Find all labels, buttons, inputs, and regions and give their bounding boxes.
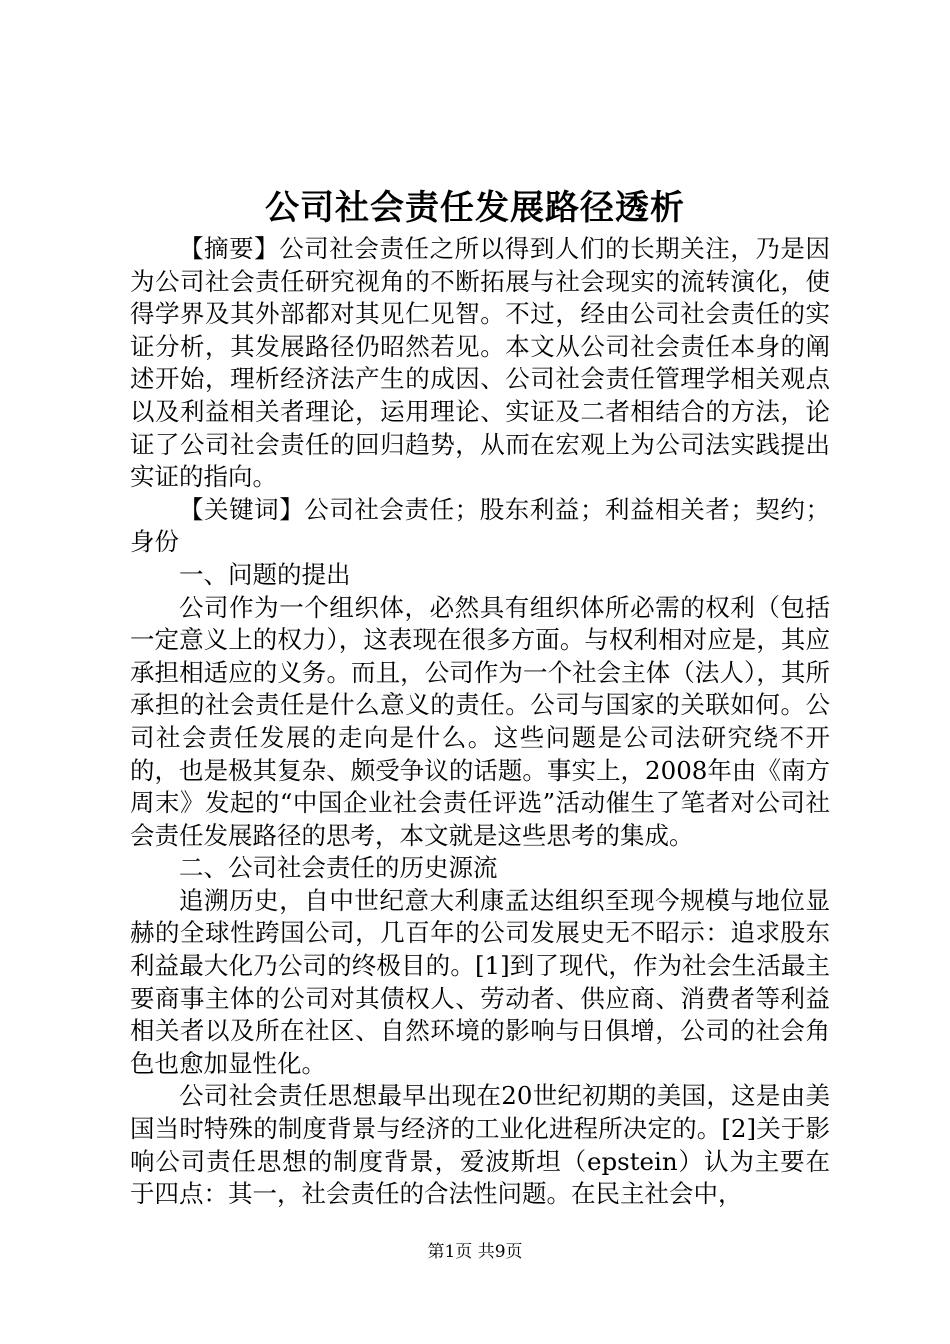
body-paragraph: 追溯历史，自中世纪意大利康孟达组织至现今规模与地位显赫的全球性跨国公司，几百年的公司发展史无不昭示：追求股东利益最大化乃公司的终极目的。[1]到了现代，作为社会生活最主要商事主体的公司对其债权人、劳动者、供应商、消费者等利益相关者以及所在社区、自然环境的影响与日俱增，公司的社会角色也愈加显性化。	[130, 885, 830, 1078]
document-title: 公司社会责任发展路径透析	[265, 188, 685, 228]
body-paragraph: 公司作为一个组织体，必然具有组织体所必需的权利（包括一定意义上的权力），这表现在很多方面。与权利相对应是，其应承担相适应的义务。而且，公司作为一个社会主体（法人），其所承担的社会责任是什么意义的责任。公司与国家的关联如何。公司社会责任发展的走向是什么。这些问题是公司法研究绕不开的，也是极其复杂、颇受争议的话题。事实上，2008年由《南方周末》发起的“中国企业社会责任评选”活动催生了笔者对公司社会责任发展路径的思考，本文就是这些思考的集成。	[130, 592, 830, 850]
section-heading-2: 二、公司社会责任的历史源流	[179, 853, 498, 883]
page-number-footer: 第1页 共9页	[427, 1242, 523, 1262]
section-heading-1: 一、问题的提出	[179, 559, 351, 589]
abstract-paragraph: 【摘要】公司社会责任之所以得到人们的长期关注，乃是因为公司社会责任研究视角的不断拓展与社会现实的流转演化，使得学界及其外部都对其见仁见智。不过，经由公司社会责任的实证分析，其发展路径仍昭然若见。本文从公司社会责任本身的阐述开始，理析经济法产生的成因、公司社会责任管理学相关观点以及利益相关者理论，运用理论、实证及二者相结合的方法，论证了公司社会责任的回归趋势，从而在宏观上为公司法实践提出实证的指向。	[130, 234, 830, 492]
body-paragraph: 公司社会责任思想最早出现在20世纪初期的美国，这是由美国当时特殊的制度背景与经济的工业化进程所决定的。[2]关于影响公司责任思想的制度背景，爱波斯坦（epstein）认为主要在于四点：其一，社会责任的合法性问题。在民主社会中，	[130, 1081, 830, 1209]
keywords-paragraph: 【关键词】公司社会责任；股东利益；利益相关者；契约；身份	[130, 494, 830, 557]
document-body	[130, 233, 830, 1211]
